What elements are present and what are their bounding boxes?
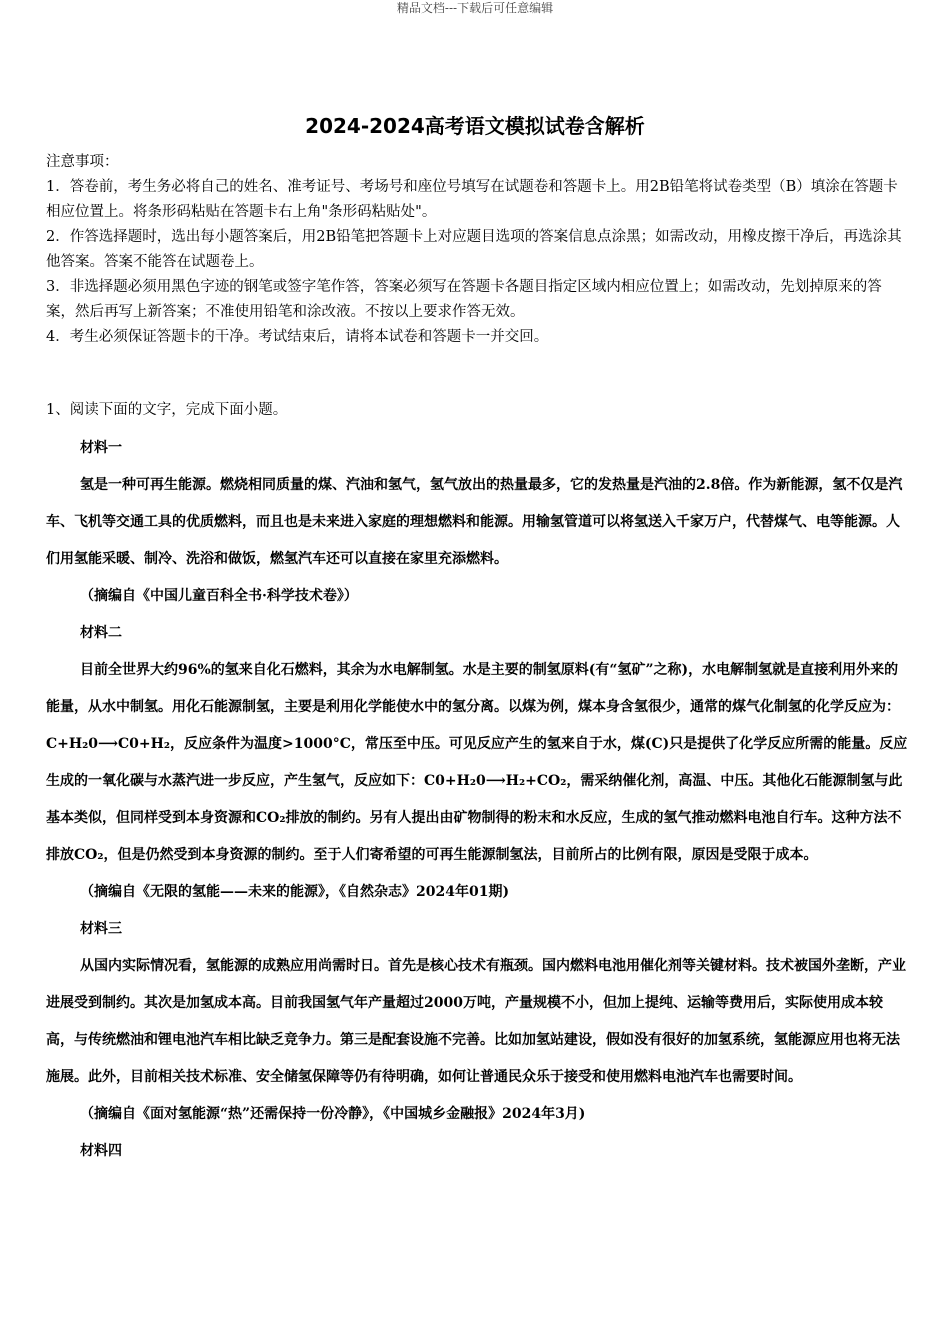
document-title: 2024-2024高考语文模拟试卷含解析	[305, 114, 645, 138]
material-label: 材料三	[80, 921, 122, 937]
reading-materials	[46, 430, 908, 1170]
instructions-heading: 注意事项：	[46, 154, 119, 170]
question-prompt: 1、阅读下面的文字，完成下面小题。	[46, 402, 288, 418]
page-header: 精品文档---下载后可任意编辑	[396, 1, 554, 15]
material-text: 目前全世界大约96%的氢来自化石燃料，其余为水电解制氢。水是主要的制氢原料(有“氢矿”之称)，水电解制氢就是直接利用外来的能量，从水中制氢。用化石能源制氢，主要是利用化学能使水中的氢分离。以煤为例，煤本身含氢很少，通常的煤气化制氢的化学反应为：C+H₂0⟶C0+H₂，反应条件为温度>1000°C，常压至中压。可见反应产生的氢来自于水，煤(C)只是提供了化学反应所需的能量。反应生成的一氧化碳与水蒸汽进一步反应，产生氢气，反应如下：C0+H₂0⟶H₂+CO₂，需采纳催化剂，高温、中压。其他化石能源制氢与此基本类似，但同样受到本身资源和CO₂排放的制约。另有人提出由矿物制得的粉末和水反应，生成的氢气推动燃料电池自行车。这种方法不排放CO₂，但是仍然受到本身资源的制约。至于人们寄希望的可再生能源制氢法，目前所占的比例有限，原因是受限于成本。	[46, 662, 908, 863]
material-label: 材料四	[80, 1143, 122, 1159]
material-source: （摘编自《面对氢能源“热”还需保持一份冷静》，《中国城乡金融报》2024年3月)	[80, 1106, 586, 1122]
material-text: 从国内实际情况看，氢能源的成熟应用尚需时日。首先是核心技术有瓶颈。国内燃料电池用催化剂等关键材料。技术被国外垄断，产业进展受到制约。其次是加氢成本高。目前我国氢气年产量超过2000万吨，产量规模不小，但加上提纯、运输等费用后，实际使用成本较高，与传统燃油和锂电池汽车相比缺乏竞争力。第三是配套设施不完善。比如加氢站建设，假如没有很好的加氢系统，氢能源应用也将无法施展。此外，目前相关技术标准、安全储氢保障等仍有待明确，如何让普通民众乐于接受和使用燃料电池汽车也需要时间。	[46, 958, 906, 1085]
material-label: 材料二	[80, 625, 122, 641]
material-source: （摘编自《无限的氢能——未来的能源》，《自然杂志》2024年01期)	[80, 884, 510, 900]
instruction-item: 1．答卷前，考生务必将自己的姓名、准考证号、考场号和座位号填写在试题卷和答题卡上。用2B铅笔将试卷类型（B）填涂在答题卡相应位置上。将条形码粘贴在答题卡右上角"条形码粘贴处"。	[46, 179, 898, 220]
material-source: （摘编自《中国儿童百科全书·科学技术卷》）	[80, 588, 358, 604]
exam-instructions	[46, 150, 908, 350]
instruction-item: 2．作答选择题时，选出每小题答案后，用2B铅笔把答题卡上对应题目选项的答案信息点涂黑；如需改动，用橡皮擦干净后，再选涂其他答案。答案不能答在试题卷上。	[46, 229, 902, 270]
material-text: 氢是一种可再生能源。燃烧相同质量的煤、汽油和氢气，氢气放出的热量最多，它的发热量是汽油的2.8倍。作为新能源，氢不仅是汽车、飞机等交通工具的优质燃料，而且也是未来进入家庭的理想燃料和能源。用输氢管道可以将氢送入千家万户，代替煤气、电等能源。人们用氢能采暖、制冷、洗浴和做饭，燃氢汽车还可以直接在家里充添燃料。	[46, 477, 903, 567]
material-label: 材料一	[80, 440, 122, 456]
instruction-item: 3．非选择题必须用黑色字迹的钢笔或签字笔作答，答案必须写在答题卡各题目指定区域内相应位置上；如需改动，先划掉原来的答案，然后再写上新答案；不准使用铅笔和涂改液。不按以上要求作答无效。	[46, 279, 882, 320]
instruction-item: 4．考生必须保证答题卡的干净。考试结束后，请将本试卷和答题卡一并交回。	[46, 329, 549, 345]
